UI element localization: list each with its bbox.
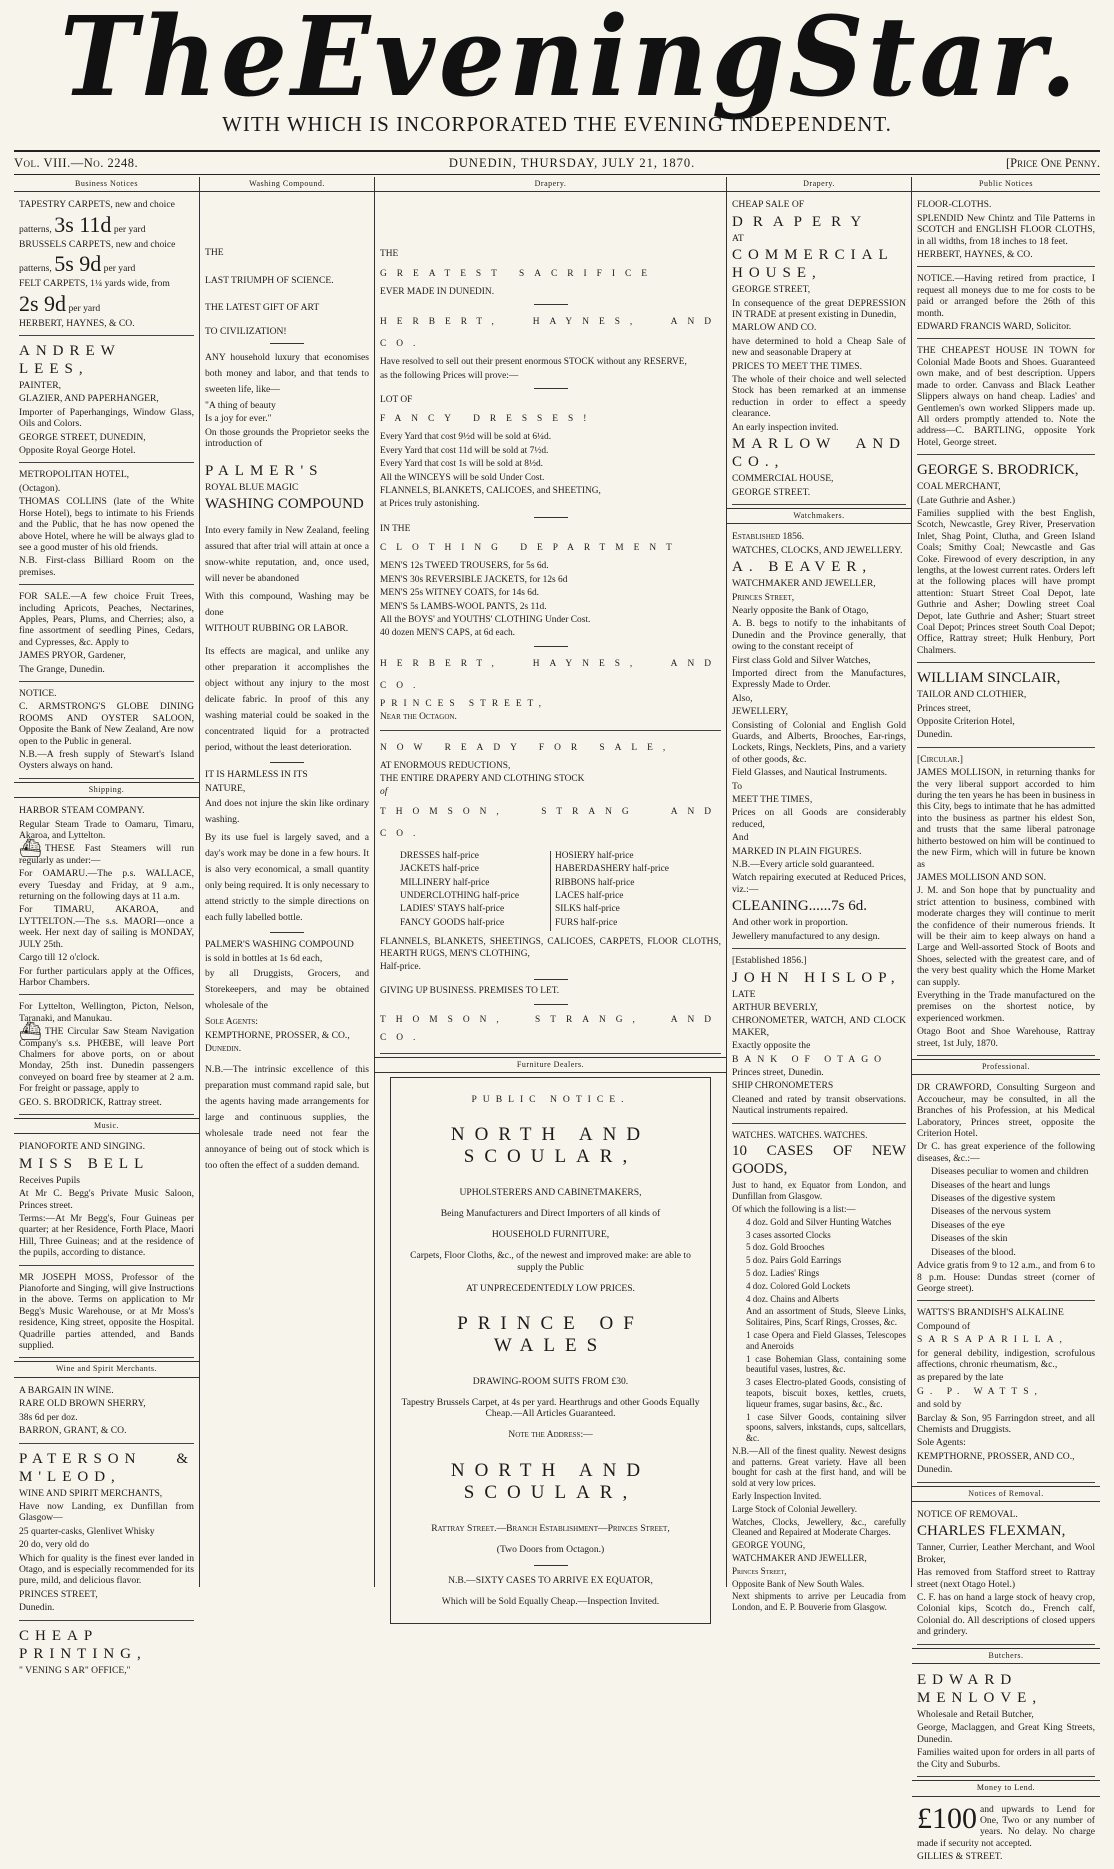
ad-harbor-steam: HARBOR STEAM COMPANY. Regular Steam Trade to Oamaru, Timaru, Akaroa, and Lyttelton. ⛴ THESE Fast Steamers will run regularly as under:— For OAMARU.—The p.s. WALLACE, every Tuesday and Friday, at 9 a.m., returning on the following days at 11 a.m. For TIMARU, AKAROA, and LYTTELTON.—The s.s. MAORI—once a week. Her next day of sailing is MONDAY, JULY 25th. Cargo till 12 o'clock. For further particulars apply at the Offices, Harbor Chambers.	[19, 802, 194, 995]
column-4	[727, 177, 912, 1613]
ad-edward-menlove: EDWARD MENLOVE, Wholesale and Retail Butcher, George, Maclaggen, and Great King Streets, Dunedin. Families waited upon for orders in all parts of the City and Suburbs.	[917, 1668, 1095, 1777]
ad-north-and-scoular: PUBLIC NOTICE. NORTH AND SCOULAR, UPHOLSTERERS AND CABINETMAKERS, Being Manufacturers and Direct Importers of all kinds of HOUSEHOLD FURNITURE, Carpets, Floor Cloths, &c., of the newest and improved make: are able to supply the Public AT UNPRECEDENTEDLY LOW PRICES. PRINCE OF WALES DRAWING-ROOM SUITS FROM £30. Tapestry Brussels Carpet, at 4s per yard. Hearthrugs and other Goods Equally Cheap.—All Articles Guaranteed. Note the Address:— NORTH AND SCOULAR, Rattray Street.—Branch Establishment—Princes Street, (Two Doors from Octagon.) N.B.—SIXTY CASES TO ARRIVE EX EQUATOR, Which will be Sold Equally Cheap.—Inspection Invited.	[390, 1077, 711, 1624]
ad-thomson-strang: NOW READY FOR SALE, AT ENORMOUS REDUCTIONS, THE ENTIRE DRAPERY AND CLOTHING STOCK of THOMSON, STRANG AND CO. DRESSES half-price JACKETS half-price MILLINERY half-price UNDERCLOTHING half-price LADIES' STAYS half-price FANCY GOODS half-price HOSIERY half-price HABERDASHERY half-price RIBBONS half-price LACES half-price SILKS half-price FURS half-price FLANNELS, BLANKETS, SHEETINGS, CALICOES, CARPETS, FLOOR CLOTHS, HEARTH RUGS, MEN'S CLOTHING, Half-price. GIVING UP BUSINESS. PREMISES TO LET. THOMSON, STRANG, AND CO.	[380, 734, 721, 1054]
ad-metropolitan-hotel: METROPOLITAN HOTEL, (Octagon). THOMAS COLLINS (late of the White Horse Hotel), begs to intimate to his Friends and the Public, that he has now opened the above Hotel, where he will be always glad to see a good muster of his old friends. N.B. First-class Billiard Room on the premises.	[19, 466, 194, 585]
issue-price: [Price One Penny.	[1006, 155, 1100, 170]
ad-for-sale-fruit-trees: FOR SALE.—A few choice Fruit Trees, including Apricots, Peaches, Nectarines, Apples, Pears, Plums, and Cherries; also, a fine assortment of seedling Pines, Cedars, and Cypresses, &c. Apply to JAMES PRYOR, Gardener, The Grange, Dunedin.	[19, 588, 194, 682]
masthead-word-the: The	[60, 0, 292, 122]
ad-floor-cloths: FLOOR-CLOTHS. SPLENDID New Chintz and Tile Patterns in SCOTCH and ENGLISH FLOOR CLOTHS, in all widths, from 18 inches to 18 feet. HERBERT, HAYNES, & CO.	[917, 196, 1095, 267]
ad-watches-new-goods: WATCHES. WATCHES. WATCHES. 10 CASES OF NEW GOODS, Just to hand, ex Equator from London, and Dunfillan from Glasgow. Of which the following is a list:— 4 doz. Gold and Silver Hunting Watches 3 cases assorted Clocks 5 doz. Gold Brooches 5 doz. Pairs Gold Earrings 5 doz. Ladies' Rings 4 doz. Colored Gold Lockets 4 doz. Chains and Alberts And an assortment of Studs, Sleeve Links, Solitaires, Pins, Scarf Rings, Crosses, &c. 1 case Opera and Field Glasses, Telescopes and Aneroids 1 case Bohemian Glass, containing some beautiful vases, lustres, &c. 3 cases Electro-plated Goods, consisting of teapots, biscuit boxes, kettles, cruets, liqueur frames, sugar basins, &c., &c. 1 case Silver Goods, containing silver spoons, salvers, inkstands, cups, saltcellars, &c. N.B.—All of the finest quality. Newest designs and patterns. Great variety. Have all been bought for cash at the first hand, and will be sold at very low prices. Early Inspection Invited. Large Stock of Colonial Jewellery. Watches, Clocks, Jewellery, &c., carefully Cleaned and Repaired at Moderate Charges. GEORGE YOUNG, WATCHMAKER AND JEWELLER, Princes Street, Opposite Bank of New South Wales. Next shipments to arrive per Leucadia from London, and E. P. Bouverie from Glasgow.	[732, 1129, 906, 1613]
columns	[14, 177, 1100, 1863]
steamship-icon: ⛴	[19, 838, 42, 859]
column-1	[14, 177, 200, 1676]
issue-date: DUNEDIN, THURSDAY, JULY 21, 1870.	[448, 155, 696, 170]
masthead-word-star: Star.	[788, 0, 1081, 122]
column-2	[200, 177, 375, 1587]
masthead-title	[60, 0, 1081, 122]
ad-notice-ward: NOTICE.—Having retired from practice, I request all moneys due to me for costs to be paid or arranged before the 26th of this month. EDWARD FRANCIS WARD, Solicitor.	[917, 270, 1095, 339]
section-heading: Shipping.	[14, 782, 199, 798]
section-heading: Business Notices	[14, 177, 199, 192]
ad-tapestry-carpets: TAPESTRY CARPETS, new and choice patterns, 3s 11d per yard BRUSSELS CARPETS, new and choice patterns, 5s 9d per yard FELT CARPETS, 1¼ yards wide, from 2s 9d per yard HERBERT, HAYNES, & CO.	[19, 196, 194, 336]
volume-number: Vol. VIII.—No. 2248.	[14, 155, 139, 170]
ad-andrew-lees: ANDREW LEES, PAINTER, GLAZIER, AND PAPERHANGER, Importer of Paperhangings, Window Glass, Oils and Colors. GEORGE STREET, DUNEDIN, Opposite Royal George Hotel.	[19, 339, 194, 463]
ad-money-to-lend: £100 and upwards to Lend for One, Two or any number of years. No delay. No charge made if security not accepted. GILLIES & STREET.	[917, 1801, 1095, 1863]
ad-palmers-washing-compound: THE LAST TRIUMPH OF SCIENCE. THE LATEST GIFT OF ART TO CIVILIZATION! ANY household luxury that economises both money and labor, and that tends to sweeten life, like— "A thing of beauty Is a joy for ever." On those grounds the Proprietor seeks the introduction of PALMER'S ROYAL BLUE MAGIC WASHING COMPOUND Into every family in New Zealand, feeling assured that after trial will attain at once a snow-white reputation, and, once used, will never be abandoned With this compound, Washing may be done WITHOUT RUBBING OR LABOR. Its effects are magical, and unlike any other preparation it accomplishes the object without any injury to the most delicate fabric. In proof of this any washing material could be soaked in the concentrated liquid for a protracted period, without the least deterioration. IT IS HARMLESS IN ITS NATURE, And does not injure the skin like ordinary washing. By its use fuel is largely saved, and a day's work may be done in a few hours. It is also very economical, a small quantity only being required. It is only necessary to attend strictly to the simple directions on each fully labelled bottle. PALMER'S WASHING COMPOUND is sold in bottles at 1s 6d each, by all Druggists, Grocers, and Storekeepers, and may be obtained wholesale of the Sole Agents: KEMPTHORNE, PROSSER, & CO., Dunedin. N.B.—The intrinsic excellence of this preparation must command rapid sale, but the agents having made arrangements for large and continuous supplies, the wholesale trade need not fear the annoyance of being out of stock which is too often the effect of a sudden demand.	[205, 247, 369, 1172]
ad-barron-grant: A BARGAIN IN WINE. RARE OLD BROWN SHERRY, 38s 6d per doz. BARRON, GRANT, & CO.	[19, 1382, 194, 1444]
ad-charles-flexman: NOTICE OF REMOVAL. CHARLES FLEXMAN, Tanner, Currier, Leather Merchant, and Wool Broker, Has removed from Stafford street to Rattray street (next Otago Hotel.) C. F. has on hand a large stock of heavy crop, Colonial kips, Scotch do., French calf, Colonial do. All descriptions of closed uppers and grindery.	[917, 1506, 1095, 1645]
masthead-word-evening: Evening	[291, 0, 789, 122]
masthead-subtitle: WITH WHICH IS INCORPORATED THE EVENING INDEPENDENT.	[222, 112, 892, 136]
dateline	[14, 150, 1100, 175]
section-heading: Butchers.	[912, 1648, 1100, 1664]
column-5	[912, 177, 1100, 1863]
ad-james-mollison: [Circular.] JAMES MOLLISON, in returning thanks for the very liberal support accorded to him during the ten years he has been in business in this City, begs to intimate that he has admitted into the business as partner his eldest Son, and trusts that the same liberal patronage hitherto bestowed on him will be continued to the new Firm, which will in future be known as JAMES MOLLISON AND SON. J. M. and Son hope that by punctuality and strict attention to business, combined with moderate charges they will continue to merit the confidence of their numerous friends. It will be their aim to keep always on hand a Large and Well-assorted Stock of Boots and Shoes, selected with the greatest care, and of the very best quality which the Home Market can supply. Everything in the Trade manufactured on the premises on the shortest notice, by experienced workmen. Otago Boot and Shoe Warehouse, Rattray street, 1st July, 1870.	[917, 751, 1095, 1056]
ad-a-beaver: Established 1856. WATCHES, CLOCKS, AND JEWELLERY. A. BEAVER, WATCHMAKER AND JEWELLER, Princes Street, Nearly opposite the Bank of Otago, A. B. begs to notify to the inhabitants of Dunedin and the Province generally, that owing to the constant receipt of First class Gold and Silver Watches, Imported direct from the Manufactures, Expressly Made to Order. Also, JEWELLERY, Consisting of Colonial and English Gold Guards, and Alberts, Brooches, Ear-rings, Lockets, Rings, Necklets, Pins, and a variety of other goods, &c. Field Glasses, and Nautical Instruments. To MEET THE TIMES, Prices on all Goods are considerably reduced, And MARKED IN PLAIN FIGURES. N.B.—Every article sold guaranteed. Watch repairing executed at Reduced Prices, viz.:— CLEANING......7s 6d. And other work in proportion. Jewellery manufactured to any design.	[732, 528, 906, 949]
ad-paterson-mleod: PATERSON & M'LEOD, WINE AND SPIRIT MERCHANTS, Have now Landing, ex Dunfillan from Glasgow— 25 quarter-casks, Glenlivet Whisky 20 do, very old do Which for quality is the finest ever landed in Otago, and is especially recommended for its pure, mild, and delicious flavor. PRINCES STREET, Dunedin.	[19, 1447, 194, 1621]
ad-watts-sarsaparilla: WATTS'S BRANDISH'S ALKALINE Compound of SARSAPARILLA, for general debility, indigestion, scrofulous affections, chronic rheumatism, &c., as prepared by the late G. P. WATTS, and sold by Barclay & Son, 95 Farringdon street, and all Chemists and Druggists. Sole Agents: KEMPTHORNE, PROSSER, AND CO., Dunedin.	[917, 1304, 1095, 1482]
ad-cheap-printing: CHEAP PRINTING, " VENING S AR" OFFICE,"	[19, 1627, 147, 1676]
masthead	[0, 0, 1114, 150]
amount-100: £100	[917, 1801, 977, 1835]
half-price-list-right: HOSIERY half-price HABERDASHERY half-price RIBBONS half-price LACES half-price SILKS half-price FURS half-price	[555, 850, 669, 928]
ad-john-hislop: [Established 1856.] JOHN HISLOP, LATE ARTHUR BEVERLY, CHRONOMETER, WATCH, AND CLOCK MAKER, Exactly opposite the BANK OF OTAGO Princes street, Dunedin. SHIP CHRONOMETERS Cleaned and rated by transit observations. Nautical instruments repaired.	[732, 952, 906, 1123]
section-heading: Public Notices	[912, 177, 1100, 192]
ad-dr-crawford: DR CRAWFORD, Consulting Surgeon and Accoucheur, may be consulted, in all the Branches of his Profession, at his Medical Laboratory, Princes street, opposite the Criterion Hotel. Dr C. has great experience of the following diseases, &c.:— Diseases peculiar to women and children Diseases of the heart and lungs Diseases of the digestive system Diseases of the nervous system Diseases of the eye Diseases of the skin Diseases of the blood. Advice gratis from 9 to 12 a.m., and from 6 to 8 p.m. House: Dundas street (corner of George street).	[917, 1079, 1095, 1301]
ad-brodrick-coal: GEORGE S. BRODRICK, COAL MERCHANT, (Late Guthrie and Asher.) Families supplied with the best English, Scotch, Newcastle, Grey River, Preservation Inlet, Shag Point, Clutha, and Green Island Coals; Smithy Coal; Newcastle and Gas Coke. Firewood of every description, in any lengths, at the lowest current rates. Orders left at the following places will have prompt attention: Stuart Street Coal Depot, late Guthrie and Asher; Dowling street Coal Depot, late Guthrie and Asher; Stuart street Coal Depot; Princes street South Coal Depot; Office, Rattray street; Hulk Henbury, Port Chalmers.	[917, 458, 1095, 663]
section-heading: Washing Compound.	[200, 177, 374, 192]
section-heading: Furniture Dealers.	[375, 1057, 726, 1073]
half-price-list-left: DRESSES half-price JACKETS half-price MILLINERY half-price UNDERCLOTHING half-price LADIES' STAYS half-price FANCY GOODS half-price	[400, 851, 551, 931]
ad-greatest-sacrifice: THE GREATEST SACRIFICE EVER MADE IN DUNEDIN. HERBERT, HAYNES, AND CO. Have resolved to sell out their present enormous STOCK without any RESERVE, as the following Prices will prove:— LOT OF FANCY DRESSES! Every Yard that cost 9½d will be sold at 6¼d. Every Yard that cost 11d will be sold at 7½d. Every Yard that cost 1s will be sold at 8½d. All the WINCEYS will be sold Under Cost. FLANNELS, BLANKETS, CALICOES, and SHEETING, at Prices truly astonishing. IN THE CLOTHING DEPARTMENT MEN'S 12s TWEED TROUSERS, for 5s 6d. MEN'S 30s REVERSIBLE JACKETS, for 12s 6d MEN'S 25s WITNEY COATS, for 14s 6d. MEN'S 5s LAMBS-WOOL PANTS, 2s 11d. All the BOYS' and YOUTHS' CLOTHING Under Cost. 40 dozen MEN'S CAPS, at 6d each. HERBERT, HAYNES, AND CO. PRINCES STREET, Near the Octagon.	[380, 196, 721, 730]
ad-joseph-moss: MR JOSEPH MOSS, Professor of the Pianoforte and Singing, will give Instructions in the above. Terms on application to Mr Begg's Music Warehouse, or at Mr Moss's residence, King street, opposite the Hospital. Quadrille parties attended, and Bands supplied.	[19, 1269, 194, 1359]
section-heading: Notices of Removal.	[912, 1486, 1100, 1502]
ad-william-sinclair: WILLIAM SINCLAIR, TAILOR AND CLOTHIER, Princes street, Opposite Criterion Hotel, Dunedin.	[917, 666, 1095, 748]
section-heading: Drapery.	[727, 177, 911, 192]
section-heading: Drapery.	[375, 177, 726, 192]
section-heading: Money to Lend.	[912, 1780, 1100, 1796]
ad-phoebe-steamer: For Lyttelton, Wellington, Picton, Nelson, Taranaki, and Manukau. ⛴ THE Circular Saw Steam Navigation Company's s.s. PHŒBE, will leave Port Chalmers for above ports, on or about Monday, 25th inst. Dunedin passengers conveyed on board free by steamer at 2 a.m. For freight or passage, apply to GEO. S. BRODRICK, Rattray street.	[19, 998, 194, 1115]
ad-armstrong-dining: NOTICE. C. ARMSTRONG'S GLOBE DINING ROOMS AND OYSTER SALOON, Opposite the Bank of New Zealand, Are now open to the Public in general. N.B.—A fresh supply of Stewart's Island Oysters always on hand.	[19, 685, 194, 779]
ad-miss-bell: PIANOFORTE AND SINGING. MISS BELL Receives Pupils At Mr C. Begg's Private Music Saloon, Princes street. Terms:—At Mr Begg's, Four Guineas per quarter; at her Residence, Forth Place, Maori Hill, Three Guineas; and at the residence of the pupils, according to distance.	[19, 1138, 194, 1265]
ad-cheapest-house: THE CHEAPEST HOUSE IN TOWN for Colonial Made Boots and Shoes. Guaranteed own make, and of best description. Uppers made to order. Canvass and Black Leather Slippers always on hand cheap. Ladies' and Gentlemen's own worked Slippers made up. All orders promptly attended to. Note the address—C. BARTLING, opposite York Hotel, George street.	[917, 342, 1095, 455]
ad-marlow-and-co: CHEAP SALE OF DRAPERY AT COMMERCIAL HOUSE, GEORGE STREET, In consequence of the great DEPRESSION IN TRADE at present existing in Dunedin, MARLOW AND CO. have determined to hold a Cheap Sale of new and seasonable Drapery at PRICES TO MEET THE TIMES. The whole of their choice and well selected Stock has been remarked at an immense reduction in order to effect a speedy clearance. An early inspection invited. MARLOW AND CO., COMMERCIAL HOUSE, GEORGE STREET.	[732, 196, 906, 505]
section-heading: Watchmakers.	[727, 508, 911, 524]
section-heading: Music.	[14, 1118, 199, 1134]
section-heading: Professional.	[912, 1059, 1100, 1075]
steamship-icon: ⛴	[19, 1021, 42, 1042]
column-3	[375, 177, 727, 1608]
section-heading: Wine and Spirit Merchants.	[14, 1361, 199, 1377]
